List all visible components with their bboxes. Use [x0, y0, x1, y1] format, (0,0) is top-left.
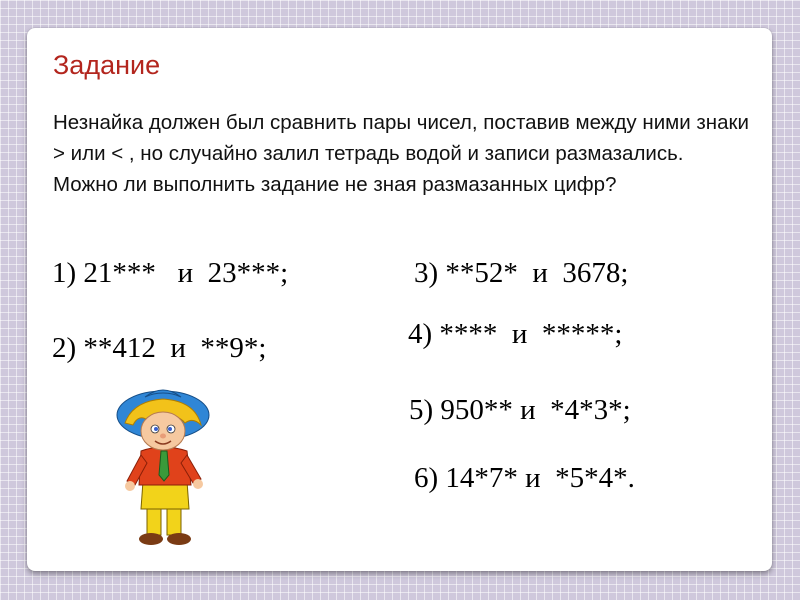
task-description: Незнайка должен был сравнить пары чисел, поставив между ними знаки > или < , но случайно залил тетрадь водой и записи размазались. Можно ли выполнить задание не зная размазанных цифр? — [53, 111, 749, 196]
pair-5: 5) 950** и *4*3*; — [409, 394, 631, 426]
pair-2: 2) **412 и **9*; — [52, 332, 267, 364]
slide-card — [27, 28, 772, 571]
pair-3: 3) **52* и 3678; — [414, 257, 629, 289]
pair-1: 1) 21*** и 23***; — [52, 257, 289, 289]
pair-4: 4) **** и *****; — [408, 318, 623, 350]
pair-6: 6) 14*7* и *5*4*. — [414, 462, 635, 494]
slide-title: Задание — [53, 50, 161, 80]
cartoon-boy-illustration — [103, 383, 215, 553]
